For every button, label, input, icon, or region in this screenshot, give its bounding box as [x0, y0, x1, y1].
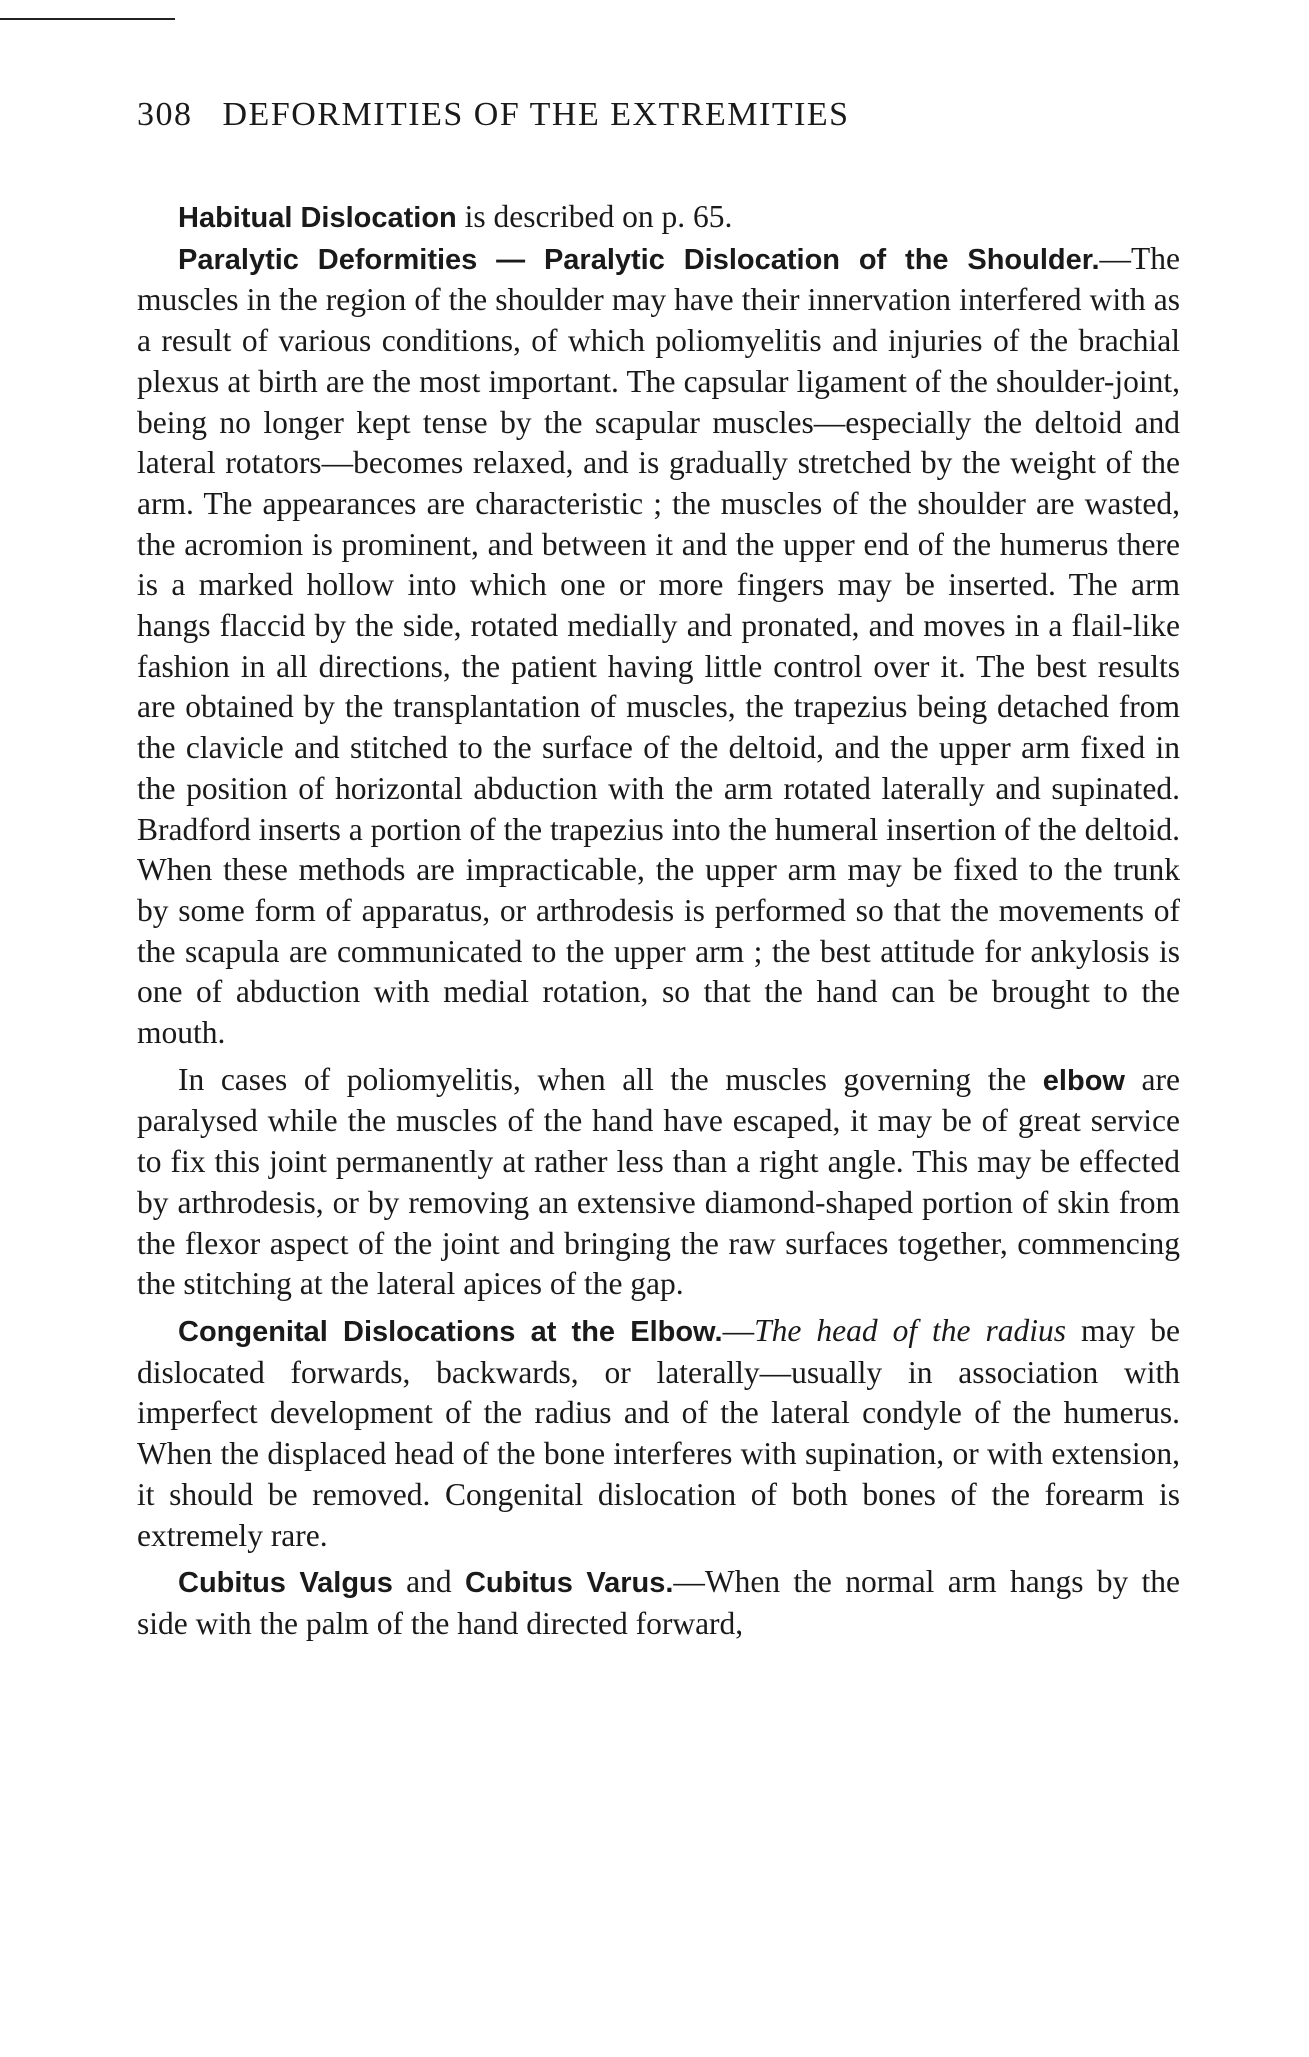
- top-rule: [0, 18, 175, 20]
- paragraph-habitual-dislocation: [137, 197, 1180, 239]
- book-page: [137, 95, 1180, 1645]
- paragraph-text: —When the normal arm hangs by the side with the palm of the hand directed forward,: [137, 1564, 1181, 1641]
- page-number: 308: [137, 96, 193, 133]
- paragraph-text: In cases of poliomyelitis, when all the muscles governing the: [178, 1061, 1043, 1097]
- connector-text: and: [392, 1564, 465, 1600]
- paragraph-paralytic-shoulder: [137, 239, 1180, 1054]
- running-title: DEFORMITIES OF THE EXTREMITIES: [222, 96, 850, 133]
- section-heading: Paralytic Deformities — Paralytic Dislocation of the Shoulder.: [178, 243, 1100, 276]
- section-heading: Congenital Dislocations at the Elbow.: [178, 1315, 723, 1348]
- bold-term: elbow: [1042, 1064, 1125, 1097]
- running-header: [137, 95, 1180, 135]
- em-dash: —: [722, 1312, 755, 1348]
- paragraph-elbow-poliomyelitis: [137, 1060, 1180, 1305]
- paragraph-congenital-elbow: [137, 1311, 1180, 1556]
- paragraph-cubitus: [137, 1562, 1180, 1644]
- italic-phrase: The head of the radius: [754, 1312, 1067, 1348]
- paragraph-text: —The muscles in the region of the shoulder may have their innervation interfered with as a result of various conditions, of which poliomyelitis and injuries of the brachial plexus at birth are the most important. The capsular ligament of the shoulder-joint, being no longer kept tense by the scapular muscles—especially the deltoid and lateral rotators—becomes relaxed, and is gradually stretched by the weight of the arm. The appearances are characteristic ; the muscles of the shoulder are wasted, the acromion is prominent, and between it and the upper end of the humerus there is a marked hollow into which one or more fingers may be inserted. The arm hangs flaccid by the side, rotated medially and pronated, and moves in a flail-like fashion in all directions, the patient having little control over it. The best results are obtained by the transplantation of muscles, the trapezius being detached from the clavicle and stitched to the surface of the deltoid, and the upper arm fixed in the position of horizontal abduction with the arm rotated laterally and supinated. Bradford inserts a portion of the trapezius into the humeral insertion of the deltoid. When these methods are impracticable, the upper arm may be fixed to the trunk by some form of apparatus, or arthrodesis is performed so that the movements of the scapula are communicated to the upper arm ; the best attitude for ankylosis is one of abduction with medial rotation, so that the hand can be brought to the mouth.: [137, 240, 1180, 1051]
- paragraph-text: are paralysed while the muscles of the hand have escaped, it may be of great service to fix this joint permanently at rather less than a right angle. This may be effected by arthrodesis, or by removing an extensive diamond-shaped portion of skin from the flexor aspect of the joint and bringing the raw surfaces together, commencing the stitching at the lateral apices of the gap.: [137, 1061, 1181, 1302]
- section-heading: Cubitus Valgus: [178, 1567, 393, 1600]
- paragraph-text: is described on p. 65.: [456, 199, 733, 234]
- section-heading: Habitual Dislocation: [178, 202, 457, 234]
- section-heading: Cubitus Varus.: [464, 1567, 674, 1600]
- paragraph-text: may be dislocated forwards, backwards, or laterally—usually in association with imperfect development of the radius and of the lateral condyle of the humerus. When the displaced head of the bone interferes with supination, or with extension, it should be removed. Congenital dislocation of both bones of the forearm is extremely rare.: [137, 1312, 1181, 1553]
